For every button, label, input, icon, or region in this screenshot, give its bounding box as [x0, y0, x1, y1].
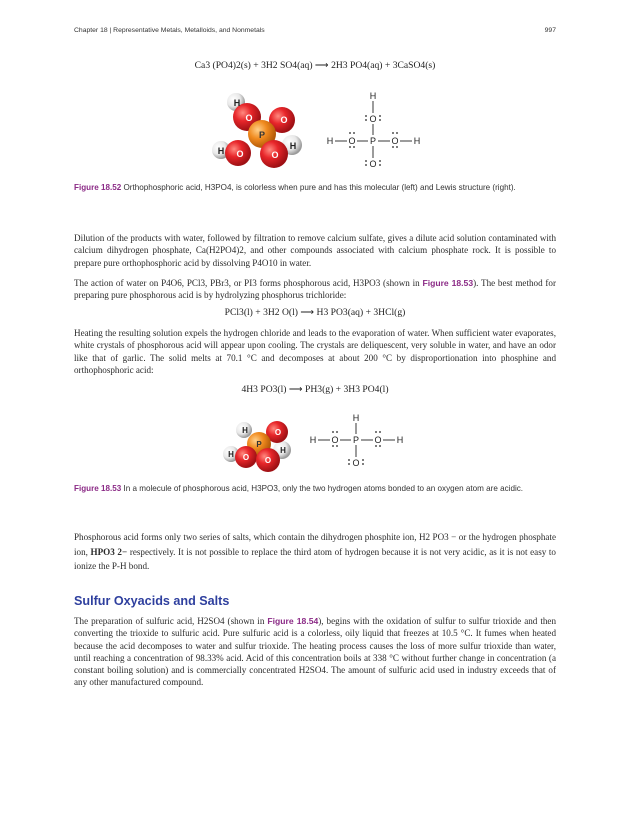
atom-label-o: O [331, 435, 339, 445]
paragraph-text: The action of water on P4O6, PCl3, PBr3, or PI3 forms phosphorous acid, H3PO3 (shown in [74, 278, 420, 288]
equation-pcl3-hydrolysis: PCl3(l) + 3H2 O(l) ⟶ H3 PO3(aq) + 3HCl(g) [224, 307, 406, 318]
figure53-lewis-structure [308, 412, 408, 472]
paragraph-text: respectively. It is not possible to replace the third atom of hydrogen because it is not very acidic, as it is not easy to ionize the P-H bond. [74, 546, 556, 571]
atom-label-p: P [256, 440, 262, 449]
atom-label-o: O [271, 150, 279, 160]
paragraph: Heating the resulting solution expels the hydrogen chloride and leads to the evaporation of water. When sufficient water evaporates, white crystals of phosphorous acid will appear upon cooling. The crystals are deliquescent, very soluble in water, and have an odor like that of garlic. The solid melts at 70.1 °C and decomposes at about 200 °C by disproportionation into phosphine and orthophosphoric acid: [74, 328, 556, 375]
atom-label-o: O [369, 114, 377, 124]
paragraph-text: ), begins with the oxidation of sulfur to sulfur trioxide and then converting the trioxide to sulfuric acid. Pure sulfuric acid is a colorless, oily liquid that freezes at 10.5 °C. It fumes when heated because the acid decomposes to water and sulfur trioxide. The heating process causes the loss of more sulfur trioxide than water, until reaching a concentration of 98.33% acid. Acid of this concentration boils at 338 °C without further change in concentration (a constant boiling solution) and is commercially concentrated H2SO4. The amount of sulfuric acid used in industry exceeds that of any other manufactured compound. [74, 616, 556, 688]
paragraph: Dilution of the products with water, followed by filtration to remove calcium sulfate, gives a dilute acid solution contaminated with calcium dihydrogen phosphate, Ca(H2PO4)2, and other compounds associated with calcium phosphate rock. It is possible to prepare pure orthophosphoric acid by dissolving P4O10 in water. [74, 233, 556, 268]
figure-link[interactable]: Figure 18.54 [267, 616, 319, 626]
figure-label: Figure 18.53 [74, 484, 122, 493]
atom-label-h: H [233, 98, 241, 108]
paragraph [74, 277, 556, 302]
figure53-molecular-model [222, 418, 297, 473]
ion-hydrogen-phosphate: HPO3 2− [90, 546, 128, 557]
atom-label-o: O [236, 149, 244, 159]
paragraph-text: Phosphorous acid forms only two series of salts, which contain the dihydrogen phosphite ion, [74, 532, 417, 542]
atom-label-h: H [326, 136, 334, 146]
atom-label-o: O [264, 456, 272, 465]
atom-label-o: O [245, 113, 253, 123]
atom-label-p: P [352, 435, 360, 445]
figure52-molecular-model [210, 92, 325, 172]
figure52-caption [74, 183, 556, 194]
atom-label-h: H [369, 91, 377, 101]
atom-label-h: H [242, 426, 248, 435]
atom-label-h: H [396, 435, 404, 445]
ion-dihydrogen-phosphite: H2 PO3 − [418, 532, 457, 542]
atom-label-h: H [280, 446, 286, 455]
figure53-caption [74, 484, 556, 495]
equation-disproportionation: 4H3 PO3(l) ⟶ PH3(g) + 3H3 PO4(l) [241, 384, 389, 395]
atom-label-o: O [348, 136, 356, 146]
figure-caption-text: In a molecule of phosphorous acid, H3PO3, only the two hydrogen atoms bonded to an oxygen atom are acidic. [123, 484, 524, 493]
atom-label-h: H [413, 136, 421, 146]
paragraph-text: ). The best method for preparing pure phosphorous acid is by hydrolyzing phosphorus trichloride: [74, 278, 556, 301]
paragraph [74, 615, 556, 689]
equation-phosphate-rock: Ca3 (PO4)2(s) + 3H2 SO4(aq) ⟶ 2H3 PO4(aq) + 3CaSO4(s) [194, 60, 436, 71]
figure-link[interactable]: Figure 18.53 [422, 278, 474, 288]
atom-label-o: O [391, 136, 399, 146]
atom-label-o: O [242, 453, 250, 462]
figure-label: Figure 18.52 [74, 183, 122, 192]
atom-label-p: P [369, 136, 377, 146]
section-title: Sulfur Oxyacids and Salts [74, 594, 230, 608]
atom-label-h: H [228, 450, 234, 459]
figure-caption-text: Orthophosphoric acid, H3PO4, is colorless when pure and has this molecular (left) and Lewis structure (right). [123, 183, 516, 192]
atom-label-p: P [258, 130, 266, 140]
atom-label-o: O [352, 458, 360, 468]
atom-label-o: O [369, 159, 377, 169]
paragraph [74, 530, 556, 574]
paragraph-text: The preparation of sulfuric acid, H2SO4 (shown in [74, 616, 265, 626]
paragraph-text: or the hydrogen phosphate ion, [74, 532, 556, 557]
atom-label-h: H [289, 141, 297, 151]
atom-label-h: H [352, 413, 360, 423]
figure52-lewis-structure [325, 90, 425, 172]
atom-label-h: H [217, 146, 225, 156]
atom-label-o: O [280, 115, 288, 125]
atom-label-o: O [374, 435, 382, 445]
atom-label-h: H [309, 435, 317, 445]
page-number: 997 [544, 27, 556, 34]
atom-label-o: O [274, 428, 282, 437]
running-header: Chapter 18 | Representative Metals, Metalloids, and Nonmetals [74, 27, 265, 34]
